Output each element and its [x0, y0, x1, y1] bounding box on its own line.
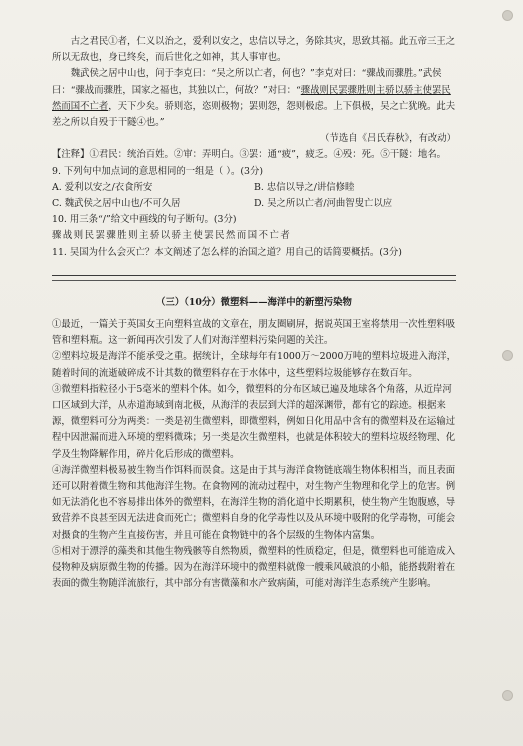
article-paragraph-2: ②塑料垃圾是海洋不能承受之重。据统计，全球每年有1000万～2000万吨的塑料垃圾进入海洋，随着时间的流逝破碎成不计其数的微塑料存在于水体中，这些塑料垃圾能够存在数百年。 [52, 351, 456, 379]
punch-hole [502, 10, 513, 21]
question-9-options-row-2 [52, 196, 456, 212]
article-paragraph-3: ③微塑料指粒径小于5毫米的塑料个体。如今，微塑料的分布区域已遍及地球各个角落，从近岸河口区域到大洋，从赤道海域到南北极，从海洋的表层到大洋的超深渊带，都有它的踪迹。根据来源，微塑料可分为两类：一类是初生微塑料，即微塑料，例如日化用品中含有的微塑料及在运输过程中因泄漏而进入环境的塑料微珠；另一类是次生微塑料，也就是体积较大的塑料垃圾经物理、化学及生物降解作用，碎片化后形成的微塑料。 [52, 383, 456, 460]
passage-p2-end: ，天下少矣。骄则恣，恣则极物；罢则怨，怨则极虑。上下俱极，吴之亡犹晚。此夫差之所以自殁于干隧④也。” [52, 100, 456, 129]
option-a: A. 爱利以安之/衣食所安 [52, 181, 153, 193]
punch-hole [502, 350, 513, 361]
answer-line [52, 261, 456, 276]
passage-p2-start: 魏武侯之居中山也，问于李克曰：“吴之所以亡者，何也？”李克对曰：“骤战而骤胜。”武侯曰：“骤战而骤胜，国家之福也，其独以亡，何故？”对曰：“ [52, 68, 442, 96]
passage-paragraph-2 [52, 66, 456, 131]
question-9-stem: 9. 下列句中加点词的意思相同的一组是（ ）。(3分) [52, 165, 263, 177]
option-b: B. 忠信以导之/讲信修睦 [254, 181, 355, 193]
section-3-title: （三）（10分）微塑料——海洋中的新塑污染物 [156, 296, 352, 308]
question-11-stem: 11. 吴国为什么会灭亡？本文阐述了怎么样的治国之道？用自己的话简要概括。(3分) [52, 246, 402, 258]
question-10-sentence: 骤战则民罢骤胜则主骄以骄主使罢民然而国不亡者 [52, 230, 292, 242]
article-paragraph-4: ④海洋微塑料极易被生物当作饵料而误食。这是由于其与海洋食物链底端生物体积相当，而且表面还可以附着微生物和其他海洋生物。在食物网的流动过程中，对生物产生物理和化学上的危害。例如无法消化也不容易排出体外的微塑料，在海洋生物的消化道中长期累积，使生物产生饱腹感，导致营养不良甚至因无法进食而死亡；微塑料自身的化学毒性以及从环境中吸附的化学毒物，可能会对摄食的生物产生直接伤害，并且可能在食物链中的各个层级的生物体内富集。 [52, 464, 456, 541]
question-10-stem: 10. 用三条“/”给文中画线的句子断句。(3分) [52, 214, 237, 226]
question-9-options-row-1 [52, 180, 456, 196]
section-divider [52, 280, 456, 281]
punch-hole [502, 690, 513, 701]
option-d: D. 吴之所以亡者/河曲智叟亡以应 [254, 198, 393, 210]
passage-source: （节选自《吕氏春秋》，有改动） [320, 133, 456, 145]
article-paragraph-5: ⑤相对于漂浮的藻类和其他生物残骸等自然物质，微塑料的性质稳定，但是，微塑料也可能造成入侵物种及病原微生物的传播。因为在海洋环境中的微塑料就像一艘乘风破浪的小船，能搭载附着在表面的微生物随洋流旅行，其中部分有害微藻和水产致病菌，可能对海洋生态系统产生影响。 [52, 545, 456, 590]
option-c: C. 魏武侯之居中山也/不可久居 [52, 198, 181, 210]
underlined-sentence: 骤战则民罢骤胜则主骄以骄主使罢民然而国不亡者 [52, 84, 451, 112]
page-content [52, 34, 456, 593]
annotation-note: 【注释】①君民：统治百姓。②审：弄明白。③罢：通“疲”，疲乏。④殁：死。⑤干隧：地名。 [52, 149, 446, 161]
passage-paragraph-1: 古之君民①者，仁义以治之，爱利以安之，忠信以导之，务除其灾，思致其福。此五帝三王之所以无敌也，身已终矣，而后世化之如神，其人事审也。 [52, 36, 456, 64]
article-paragraph-1: ①最近，一篇关于英国女王向塑料宣战的文章在，朋友圈刷屏，据说英国王室将禁用一次性塑料吸管和塑料瓶。这一新闻再次引发了人们对海洋塑料污染问题的关注。 [52, 319, 456, 347]
